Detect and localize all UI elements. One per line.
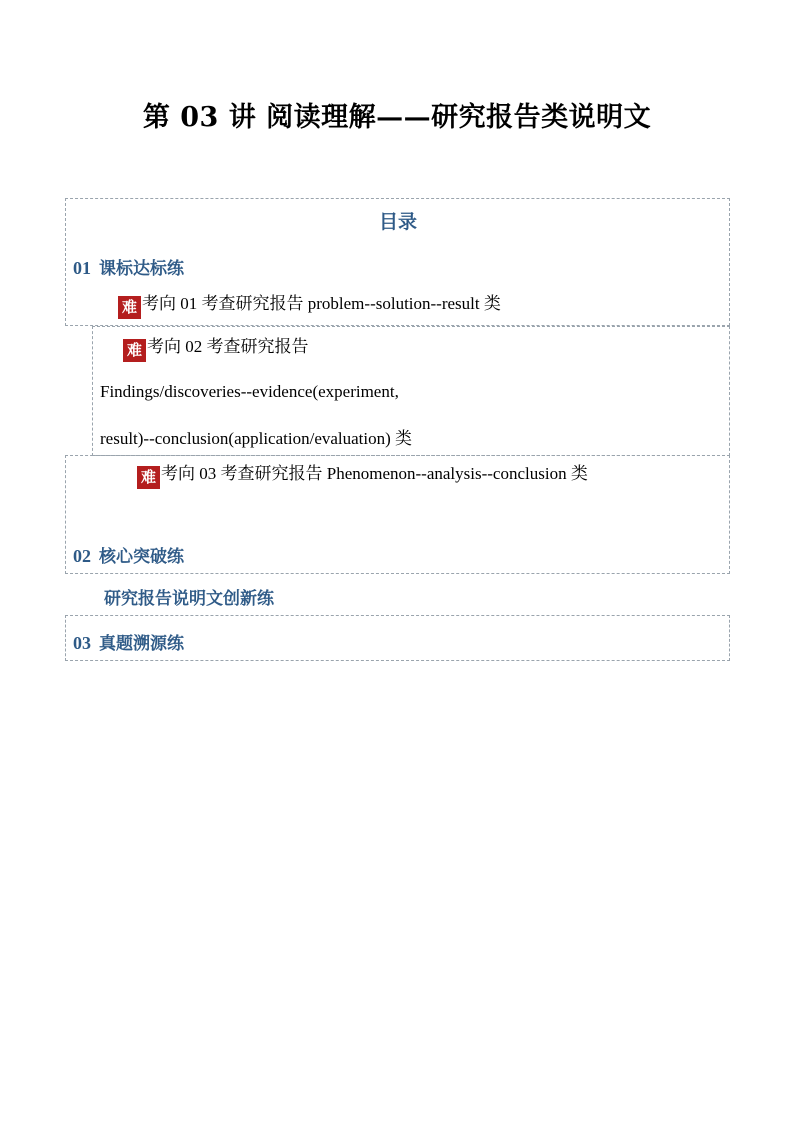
toc-subsection-innovation[interactable]: [104, 584, 274, 609]
subsection-label: 研究报告说明文创新练: [104, 589, 274, 609]
section-number: 03: [73, 633, 91, 653]
page-title: 第 03 讲 阅读理解——研究报告类说明文: [142, 102, 652, 133]
toc-item-02[interactable]: [123, 336, 309, 362]
difficulty-badge-icon: 难: [118, 296, 141, 319]
toc-item-03[interactable]: [137, 463, 588, 489]
toc-box-2: [92, 326, 730, 456]
toc-heading: 目录: [378, 211, 417, 233]
toc-item-02-line-2: Findings/discoveries--evidence(experiment,: [100, 382, 399, 401]
toc-item-01[interactable]: [118, 293, 501, 319]
toc-section-01[interactable]: [73, 254, 184, 279]
toc-item-text: 考向 03 考查研究报告 Phenomenon--analysis--conclusion 类: [161, 464, 588, 483]
toc-box-1: [65, 198, 730, 326]
section-label: 真题溯源练: [99, 634, 184, 654]
toc-item-text: 考向 02 考查研究报告: [147, 337, 309, 356]
toc-box-4: [65, 615, 730, 661]
difficulty-badge-icon: 难: [123, 339, 146, 362]
toc-section-02[interactable]: [73, 542, 184, 567]
toc-item-text: 考向 01 考查研究报告 problem--solution--result 类: [142, 294, 501, 313]
section-number: 01: [73, 258, 91, 278]
toc-box-3: [65, 455, 730, 574]
toc-section-03[interactable]: [73, 629, 184, 654]
section-label: 课标达标练: [99, 259, 184, 279]
section-number: 02: [73, 546, 91, 566]
section-label: 核心突破练: [99, 547, 184, 567]
toc-item-02-line-3: result)--conclusion(application/evaluation) 类: [100, 429, 413, 448]
difficulty-badge-icon: 难: [137, 466, 160, 489]
